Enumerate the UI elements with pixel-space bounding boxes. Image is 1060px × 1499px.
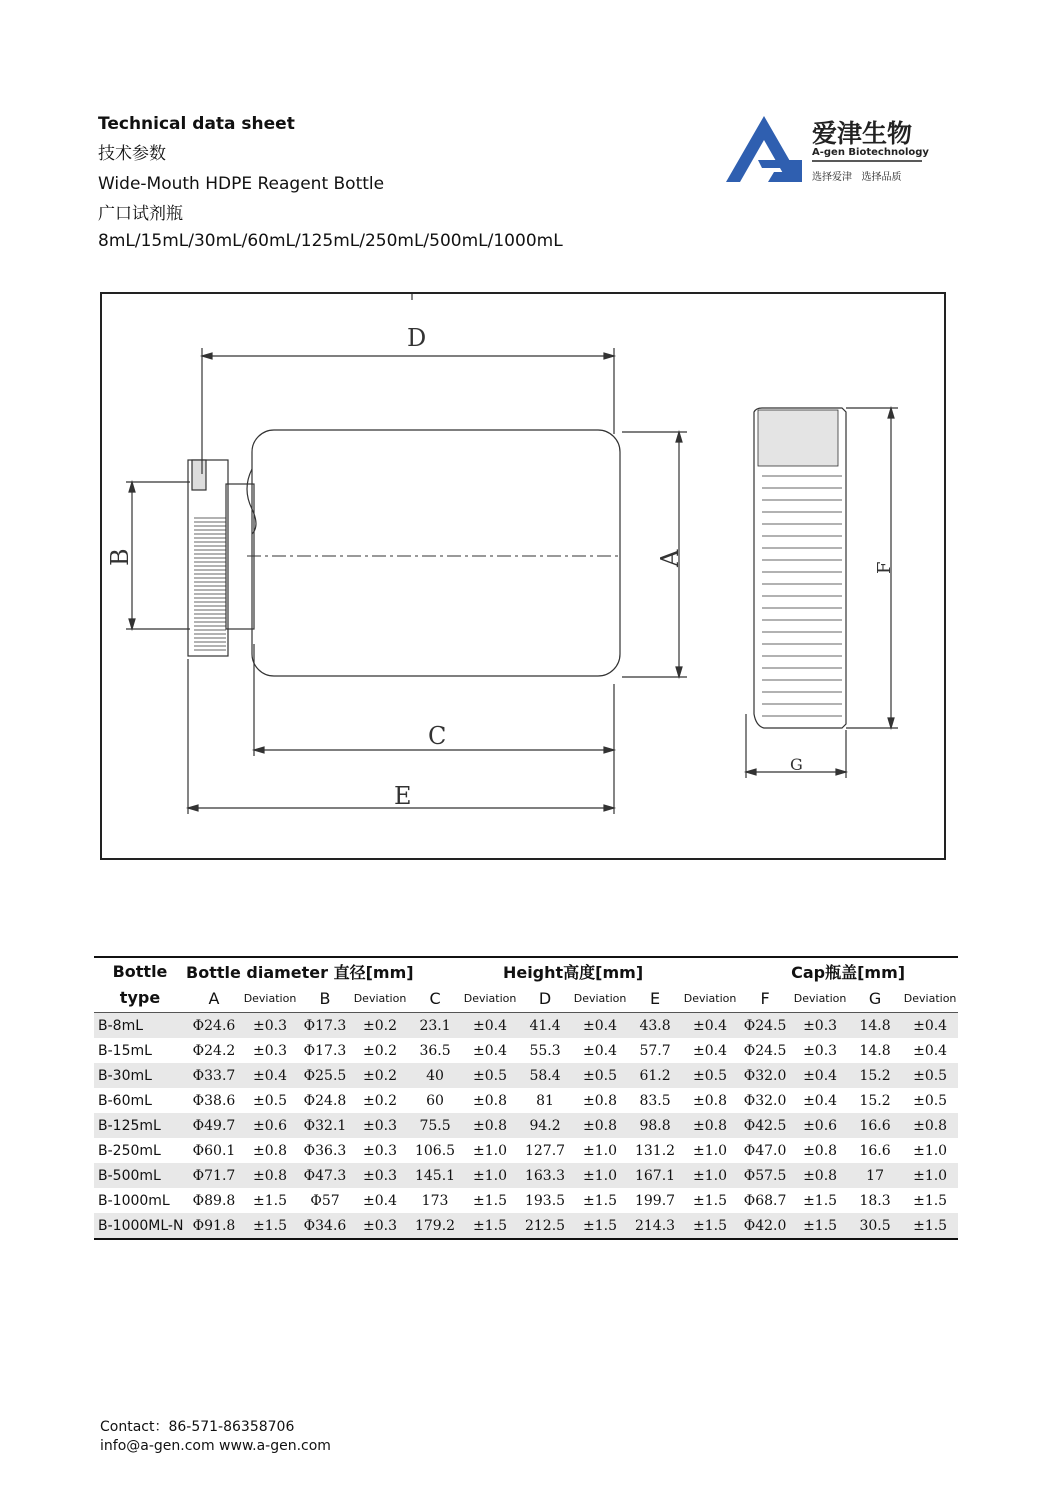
dim-label-g: G [790, 755, 803, 774]
col-g: G [868, 989, 882, 1008]
table-cell: Φ25.5 [298, 1063, 352, 1088]
table-row [94, 1088, 958, 1113]
table-cell: ±0.5 [462, 1063, 518, 1088]
table-cell: 145.1 [408, 1163, 462, 1188]
table-cell: 106.5 [414, 1142, 456, 1159]
company-logo [724, 112, 934, 186]
table-cell: 173 [421, 1192, 449, 1209]
table-cell: 55.3 [529, 1042, 561, 1059]
row-bottle-type: B-125mL [94, 1113, 186, 1138]
table-cell: 60 [426, 1092, 444, 1109]
header-height: Height高度[mm] [502, 963, 644, 982]
table-cell: 163.3 [518, 1163, 572, 1188]
doc-title: Technical data sheet [98, 114, 295, 134]
table-cell: 212.5 [518, 1213, 572, 1239]
table-cell: ±0.4 [792, 1063, 848, 1088]
table-cell: 17 [848, 1163, 902, 1188]
table-cell: ±0.4 [363, 1192, 398, 1209]
table-cell: ±0.4 [682, 1013, 738, 1039]
table-cell: ±1.0 [902, 1163, 958, 1188]
table-cell: ±1.0 [583, 1142, 618, 1159]
logo-slogan: 选择爱津 选择品质 [812, 172, 902, 183]
dim-label-d: D [407, 324, 427, 352]
dim-label-c: C [428, 722, 447, 750]
col-dev: Deviation [793, 992, 847, 1005]
logo-name-en: A-gen Biotechnology [812, 147, 929, 158]
table-cell: 14.8 [859, 1042, 891, 1059]
footer-links: info@a-gen.com www.a-gen.com [100, 1438, 331, 1454]
dim-label-b: B [106, 548, 134, 566]
table-cell: ±0.8 [792, 1163, 848, 1188]
table-cell: Φ24.2 [192, 1042, 236, 1059]
table-cell: 16.6 [848, 1113, 902, 1138]
table-cell: Φ89.8 [192, 1192, 236, 1209]
table-cell: ±0.5 [253, 1092, 287, 1109]
table-cell: ±0.4 [803, 1092, 838, 1109]
table-row [94, 1213, 958, 1239]
col-dev: Deviation [683, 992, 737, 1005]
table-cell: Φ60.1 [192, 1142, 236, 1159]
table-cell: 43.8 [628, 1013, 682, 1039]
table-cell: 83.5 [639, 1092, 671, 1109]
table-cell: 193.5 [524, 1192, 566, 1209]
table-cell: ±0.2 [352, 1013, 408, 1039]
table-cell: ±0.3 [803, 1042, 838, 1059]
table-cell: 15.2 [848, 1063, 902, 1088]
table-cell: 16.6 [859, 1142, 891, 1159]
table-cell: ±0.8 [682, 1113, 738, 1138]
table-cell: Φ24.5 [738, 1013, 792, 1039]
table-cell: ±0.4 [473, 1042, 508, 1059]
row-bottle-type: B-60mL [98, 1092, 152, 1109]
table-cell: ±1.5 [792, 1213, 848, 1239]
row-bottle-type: B-1000ML-N [94, 1213, 186, 1239]
table-cell: Φ57.5 [738, 1163, 792, 1188]
product-name: Wide-Mouth HDPE Reagent Bottle [98, 174, 385, 194]
footer [100, 1418, 331, 1456]
table-cell: ±1.5 [583, 1192, 618, 1209]
col-e: E [649, 989, 661, 1008]
table-cell: Φ32.0 [743, 1092, 787, 1109]
table-cell: 94.2 [518, 1113, 572, 1138]
table-cell: ±0.4 [902, 1013, 958, 1039]
logo-name-cn: 爱津生物 [812, 119, 913, 148]
logo-mark-icon [726, 116, 802, 182]
col-dev: Deviation [353, 992, 407, 1005]
table-cell: 41.4 [518, 1013, 572, 1039]
dimension-e [188, 659, 614, 814]
row-bottle-type: B-30mL [94, 1063, 186, 1088]
dimension-d [202, 324, 614, 474]
table-cell: ±0.8 [803, 1142, 838, 1159]
table-cell: ±0.4 [693, 1042, 728, 1059]
table-cell: Φ49.7 [186, 1113, 242, 1138]
table-cell: Φ71.7 [186, 1163, 242, 1188]
table-cell: 81 [536, 1092, 554, 1109]
bottle-body [226, 430, 622, 676]
table-cell: 214.3 [628, 1213, 682, 1239]
doc-title-cn: 技术参数 [98, 144, 166, 164]
table-cell: ±0.8 [473, 1092, 508, 1109]
table-cell: ±1.5 [693, 1192, 728, 1209]
table-cell: ±1.0 [473, 1142, 508, 1159]
table-cell: ±1.5 [242, 1213, 298, 1239]
dim-label-e: E [394, 782, 412, 810]
table-cell: Φ17.3 [303, 1042, 347, 1059]
table-cell: Φ68.7 [743, 1192, 787, 1209]
header-cap: Cap瓶盖[mm] [791, 963, 906, 982]
table-cell: Φ34.6 [298, 1213, 352, 1239]
table-cell: ±0.5 [682, 1063, 738, 1088]
dim-label-a: A [656, 549, 684, 567]
table-cell: ±1.0 [572, 1163, 628, 1188]
table-cell: ±0.3 [352, 1113, 408, 1138]
table-cell: 61.2 [628, 1063, 682, 1088]
row-bottle-type: B-250mL [98, 1142, 161, 1159]
dimension-f [846, 408, 898, 728]
table-cell: ±1.5 [462, 1213, 518, 1239]
table-cell: 15.2 [859, 1092, 891, 1109]
table-cell: 179.2 [408, 1213, 462, 1239]
table-cell: Φ24.5 [743, 1042, 787, 1059]
table-row [94, 1013, 958, 1039]
table-subheader-row [94, 985, 958, 1013]
table-cell: ±1.5 [803, 1192, 838, 1209]
table-cell: Φ42.0 [738, 1213, 792, 1239]
table-cell: ±0.6 [792, 1113, 848, 1138]
footer-contact: Contact：86-571-86358706 [100, 1419, 295, 1435]
table-cell: ±1.5 [682, 1213, 738, 1239]
table-cell: ±0.4 [913, 1042, 948, 1059]
table-cell: ±0.6 [242, 1113, 298, 1138]
col-dev: Deviation [463, 992, 517, 1005]
table-cell: Φ24.6 [186, 1013, 242, 1039]
col-d: D [538, 989, 552, 1008]
product-sizes: 8mL/15mL/30mL/60mL/125mL/250mL/500mL/1000mL [98, 231, 563, 251]
table-cell: 98.8 [628, 1113, 682, 1138]
table-cell: 36.5 [419, 1042, 451, 1059]
table-cell: Φ33.7 [186, 1063, 242, 1088]
table-row [94, 1038, 958, 1063]
table-cell: ±0.3 [352, 1213, 408, 1239]
table-cell: ±0.8 [583, 1092, 618, 1109]
table-cell: 167.1 [628, 1163, 682, 1188]
table-cell: ±1.5 [253, 1192, 287, 1209]
dimension-c [254, 644, 614, 756]
header-bottle: Bottle [112, 962, 168, 981]
table-cell: Φ36.3 [303, 1142, 347, 1159]
table-cell: ±0.3 [792, 1013, 848, 1039]
row-bottle-type: B-500mL [94, 1163, 186, 1188]
col-dev: Deviation [903, 992, 957, 1005]
dim-label-f: F [874, 561, 895, 574]
table-cell: ±0.4 [462, 1013, 518, 1039]
col-dev: Deviation [573, 992, 627, 1005]
table-cell: 30.5 [848, 1213, 902, 1239]
table-cell: Φ47.0 [743, 1142, 787, 1159]
table-cell: ±0.8 [572, 1113, 628, 1138]
table-cell: Φ32.0 [738, 1063, 792, 1088]
col-a: A [208, 989, 220, 1008]
bottle-cap-side [188, 460, 228, 656]
table-cell: ±0.2 [363, 1092, 398, 1109]
table-cell: Φ38.6 [192, 1092, 236, 1109]
table-cell: 58.4 [518, 1063, 572, 1088]
table-cell: ±1.0 [913, 1142, 948, 1159]
table-cell: Φ91.8 [186, 1213, 242, 1239]
table-cell: ±0.5 [913, 1092, 948, 1109]
table-cell: ±1.5 [902, 1213, 958, 1239]
table-cell: ±0.8 [253, 1142, 287, 1159]
table-cell: 75.5 [408, 1113, 462, 1138]
table-cell: ±0.2 [352, 1063, 408, 1088]
table-cell: ±1.5 [473, 1192, 508, 1209]
col-dev: Deviation [243, 992, 297, 1005]
table-cell: 40 [408, 1063, 462, 1088]
dimension-g [746, 714, 846, 778]
table-row [94, 1138, 958, 1163]
table-cell: ±1.5 [913, 1192, 948, 1209]
table-cell: ±1.0 [682, 1163, 738, 1188]
table-cell: 127.7 [524, 1142, 566, 1159]
table-row [94, 1063, 958, 1088]
row-bottle-type: B-1000mL [98, 1192, 170, 1209]
table-cell: ±0.3 [352, 1163, 408, 1188]
col-f: F [760, 989, 770, 1008]
table-cell: ±0.2 [363, 1042, 398, 1059]
product-name-cn: 广口试剂瓶 [98, 204, 183, 224]
table-cell: ±0.5 [572, 1063, 628, 1088]
table-cell: 14.8 [848, 1013, 902, 1039]
dimension-a [622, 432, 687, 677]
table-cell: ±0.3 [242, 1013, 298, 1039]
table-cell: Φ32.1 [298, 1113, 352, 1138]
table-cell: ±0.3 [363, 1142, 398, 1159]
table-cell: 18.3 [859, 1192, 891, 1209]
header-type: type [119, 988, 161, 1007]
table-cell: ±1.5 [572, 1213, 628, 1239]
col-c: C [429, 989, 441, 1008]
table-cell: ±0.8 [462, 1113, 518, 1138]
table-cell: ±0.4 [242, 1063, 298, 1088]
table-cell: ±0.3 [253, 1042, 287, 1059]
table-cell: ±0.5 [902, 1063, 958, 1088]
table-cell: 131.2 [634, 1142, 676, 1159]
header-diameter: Bottle diameter 直径[mm] [186, 963, 414, 982]
cap-detail-view [754, 408, 846, 728]
table-cell: ±0.8 [902, 1113, 958, 1138]
row-bottle-type: B-15mL [98, 1042, 152, 1059]
table-cell: Φ47.3 [298, 1163, 352, 1188]
table-cell: ±0.8 [693, 1092, 728, 1109]
table-cell: 199.7 [634, 1192, 676, 1209]
header-bottle-type [94, 957, 186, 1013]
table-cell: 57.7 [639, 1042, 671, 1059]
table-cell: ±0.4 [583, 1042, 618, 1059]
dimension-b [106, 482, 190, 629]
table-row [94, 1113, 958, 1138]
table-cell: ±0.4 [572, 1013, 628, 1039]
row-bottle-type: B-8mL [94, 1013, 186, 1039]
table-cell: ±1.0 [462, 1163, 518, 1188]
table-row [94, 1188, 958, 1213]
table-cell: Φ24.8 [303, 1092, 347, 1109]
table-cell: ±1.0 [693, 1142, 728, 1159]
spec-table [94, 956, 958, 1240]
table-cell: 23.1 [408, 1013, 462, 1039]
table-cell: Φ42.5 [738, 1113, 792, 1138]
technical-drawing [100, 292, 946, 860]
table-cell: ±0.8 [242, 1163, 298, 1188]
table-header-row [94, 957, 958, 985]
table-row [94, 1163, 958, 1188]
col-b: B [319, 989, 331, 1008]
table-cell: Φ57 [310, 1192, 340, 1209]
table-cell: Φ17.3 [298, 1013, 352, 1039]
